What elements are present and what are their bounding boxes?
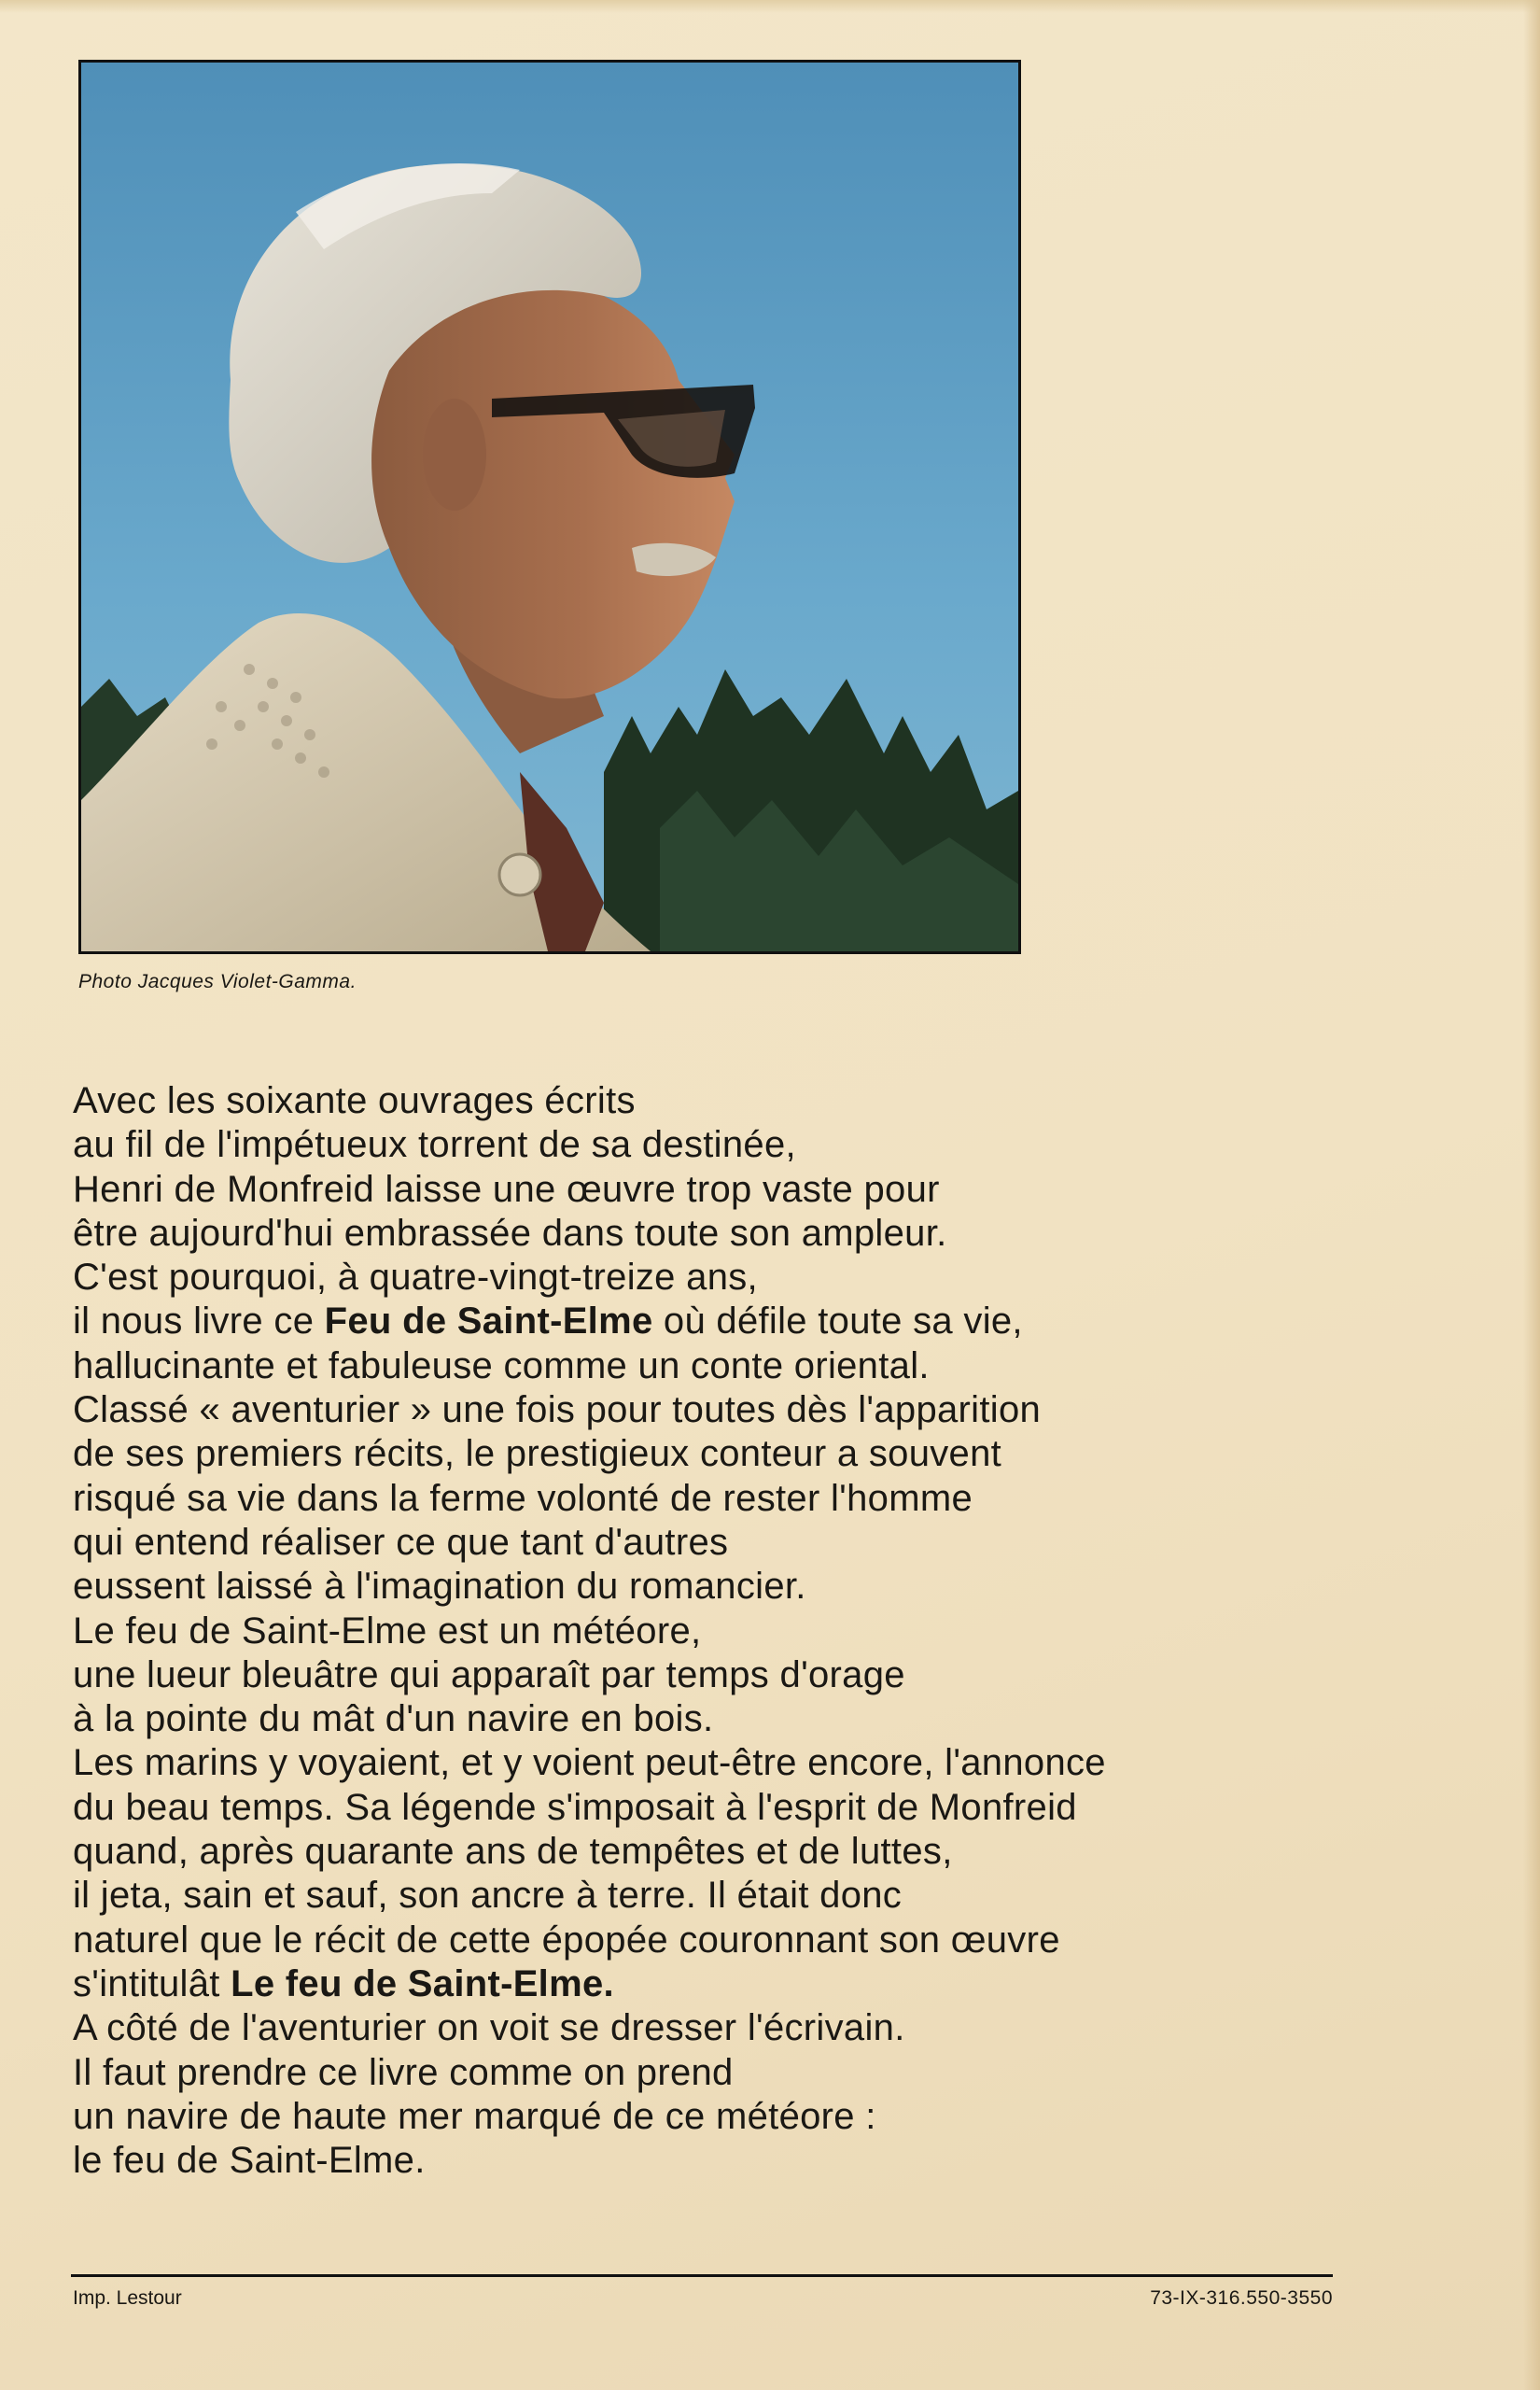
blurb-line: [73, 1123, 1398, 1167]
author-portrait-photo: [78, 60, 1021, 954]
blurb-line: [73, 1168, 1398, 1212]
blurb-text: un navire de haute mer marqué de ce météore :: [73, 2095, 876, 2137]
blurb-line: [73, 2139, 1398, 2183]
blurb-line: [73, 1432, 1398, 1476]
cover-edge-top: [0, 0, 1540, 13]
footer-rule: [71, 2274, 1333, 2277]
blurb-text: de ses premiers récits, le prestigieux conteur a souvent: [73, 1433, 1002, 1475]
blurb-text: naturel que le récit de cette épopée couronnant son œuvre: [73, 1919, 1060, 1961]
blurb-line: [73, 1610, 1398, 1653]
blurb-text: il nous livre ce: [73, 1300, 325, 1343]
blurb-title-emphasis: Le feu de Saint-Elme.: [231, 1962, 614, 2004]
blurb-text: Il faut prendre ce livre comme on prend: [73, 2051, 734, 2093]
blurb-text: hallucinante et fabuleuse comme un conte oriental.: [73, 1344, 930, 1386]
blurb-line: [73, 1962, 1398, 2006]
catalog-code: 73-IX-316.550-3550: [1150, 2287, 1333, 2309]
blurb-text: où défile toute sa vie,: [652, 1300, 1023, 1343]
blurb-line: [73, 1212, 1398, 1256]
blurb-text: il jeta, sain et sauf, son ancre à terre. Il était donc: [73, 1875, 903, 1917]
blurb-text: à la pointe du mât d'un navire en bois.: [73, 1698, 714, 1740]
cover-edge-right: [1523, 0, 1540, 2390]
blurb-line: [73, 2051, 1398, 2095]
blurb-text: être aujourd'hui embrassée dans toute son ampleur.: [73, 1212, 947, 1254]
blurb-line: [73, 1388, 1398, 1432]
blurb-text: risqué sa vie dans la ferme volonté de rester l'homme: [73, 1477, 973, 1519]
blurb-text: Classé « aventurier » une fois pour toutes dès l'apparition: [73, 1389, 1042, 1431]
blurb-text: A côté de l'aventurier on voit se dresser l'écrivain.: [73, 2007, 905, 2049]
blurb-line: [73, 1786, 1398, 1830]
blurb-text: Le feu de Saint-Elme est un météore,: [73, 1610, 702, 1652]
photo-caption: Photo Jacques Violet-Gamma.: [78, 971, 357, 992]
blurb-line: [73, 1256, 1398, 1300]
blurb-text: Avec les soixante ouvrages écrits: [73, 1080, 636, 1121]
blurb-line: [73, 1521, 1398, 1565]
blurb-line: [73, 1741, 1398, 1785]
blurb-text: du beau temps. Sa légende s'imposait à l'esprit de Monfreid: [73, 1786, 1077, 1828]
printer-credit: Imp. Lestour: [73, 2287, 182, 2309]
blurb-line: [73, 1697, 1398, 1741]
blurb-line: [73, 1079, 1398, 1123]
blurb-text: quand, après quarante ans de tempêtes et de luttes,: [73, 1831, 953, 1873]
blurb-text: C'est pourquoi, à quatre-vingt-treize ans,: [73, 1257, 758, 1299]
blurb-text: qui entend réaliser ce que tant d'autres: [73, 1521, 729, 1563]
blurb-line: [73, 1653, 1398, 1697]
blurb-line: [73, 1344, 1398, 1388]
blurb-line: [73, 1300, 1398, 1343]
blurb-text: une lueur bleuâtre qui apparaît par temps d'orage: [73, 1653, 905, 1695]
blurb-title-emphasis: Feu de Saint-Elme: [324, 1300, 653, 1343]
blurb-line: [73, 1477, 1398, 1521]
blurb-text: eussent laissé à l'imagination du romancier.: [73, 1566, 806, 1608]
blurb-line: [73, 1874, 1398, 1918]
blurb-text: Henri de Monfreid laisse une œuvre trop vaste pour: [73, 1168, 940, 1210]
blurb-text: le feu de Saint-Elme.: [73, 2140, 426, 2182]
back-cover-blurb: [73, 1079, 1398, 2183]
blurb-line: [73, 2006, 1398, 2050]
blurb-text: au fil de l'impétueux torrent de sa destinée,: [73, 1124, 796, 1166]
blurb-text: s'intitulât: [73, 1962, 231, 2004]
blurb-line: [73, 2095, 1398, 2139]
blurb-line: [73, 1830, 1398, 1874]
blurb-line: [73, 1565, 1398, 1609]
blurb-line: [73, 1919, 1398, 1962]
blurb-text: Les marins y voyaient, et y voient peut-être encore, l'annonce: [73, 1742, 1106, 1784]
